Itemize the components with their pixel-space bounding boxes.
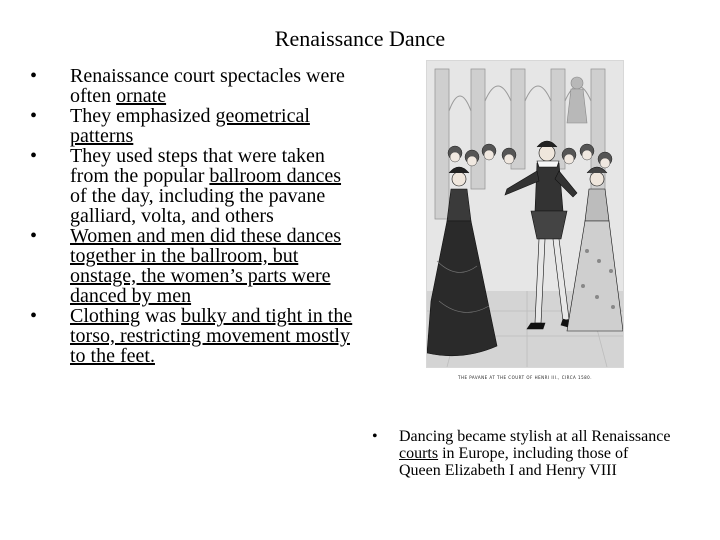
- bullet-item: [30, 146, 360, 226]
- bullet-text: [70, 225, 341, 307]
- bullet-segment-underlined: ornate: [116, 85, 167, 107]
- bullet-text: [70, 105, 310, 147]
- court-dance-illustration: [426, 60, 624, 368]
- bullet-segment-underlined: Women and men did these dances together in the ballroom, but onstage, the women’s parts were danced by men: [70, 225, 342, 307]
- side-note-list: [372, 428, 672, 479]
- bullet-list: [30, 66, 360, 366]
- slide-title: Renaissance Dance: [274, 26, 446, 51]
- bullet-item: [30, 226, 360, 306]
- bullet-segment: They used steps that were taken from the popular: [70, 145, 325, 187]
- bullet-segment: Renaissance court spectacles were often: [70, 65, 345, 107]
- bullet-text: [70, 305, 352, 367]
- bullet-item: [30, 66, 360, 106]
- bullet-segment: of the day, including the pavane galliard, volta, and others: [70, 185, 326, 227]
- side-note-segment: Dancing became stylish at all Renaissance: [399, 428, 671, 445]
- bullet-segment-underlined: ballroom dances: [209, 165, 342, 187]
- court-dance-illustration-art: [427, 61, 623, 367]
- side-note-item: [372, 428, 672, 479]
- side-note-segment: in Europe, including those of Queen Elizabeth I and Henry VIII: [399, 445, 629, 479]
- bullet-segment-underlined: geometrical patterns: [70, 105, 310, 147]
- illustration-caption: THE PAVANE AT THE COURT OF HENRI III., CIRCA 1580.: [458, 375, 592, 380]
- bullet-segment: was: [140, 305, 182, 327]
- bullet-segment: They emphasized: [70, 105, 216, 127]
- bullet-text: [70, 65, 345, 107]
- bullet-segment-underlined: bulky and tight in the torso, restricting movement mostly to the feet.: [70, 305, 353, 367]
- bullet-text: [70, 145, 341, 227]
- bullet-item: [30, 306, 360, 366]
- bullet-segment-underlined: Clothing: [70, 305, 141, 327]
- bullet-item: [30, 106, 360, 146]
- side-note-segment-underlined: courts: [399, 445, 439, 462]
